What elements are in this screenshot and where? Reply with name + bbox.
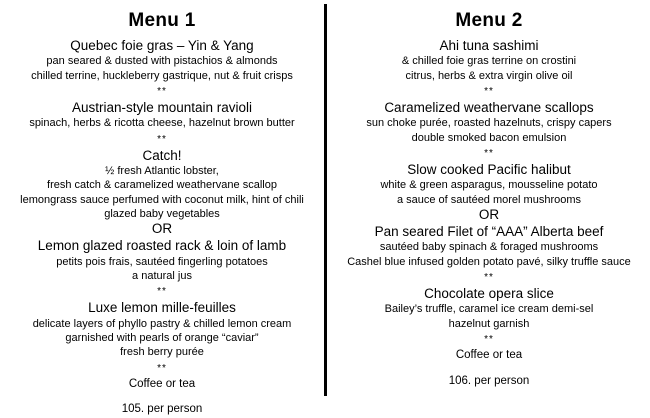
menu-2-title: Menu 2 bbox=[455, 10, 523, 31]
vertical-divider bbox=[324, 4, 327, 396]
dish-description-line: spinach, herbs & ricotta cheese, hazelnut brown butter bbox=[29, 117, 295, 130]
course-separator: ** bbox=[157, 85, 167, 97]
dish-description-line: ½ fresh Atlantic lobster, bbox=[105, 165, 219, 178]
menu-2-beverage: Coffee or tea bbox=[455, 349, 523, 362]
dish-description-line: & chilled foie gras terrine on crostini bbox=[401, 55, 577, 68]
course-separator: ** bbox=[157, 362, 167, 374]
dish-name: Luxe lemon mille-feuilles bbox=[88, 300, 236, 316]
dish-name: Chocolate opera slice bbox=[424, 285, 554, 301]
menu-1-course-3 bbox=[6, 148, 318, 222]
menu-1-price: 105. per person bbox=[121, 403, 203, 416]
menu-1-course-2 bbox=[6, 100, 318, 131]
dish-name: Pan seared Filet of “AAA” Alberta beef bbox=[374, 223, 604, 239]
menu-1-course-4 bbox=[6, 221, 318, 283]
dish-name: Austrian-style mountain ravioli bbox=[71, 99, 253, 115]
dish-description-line: sun choke purée, roasted hazelnuts, crispy capers bbox=[366, 117, 612, 130]
course-separator: ** bbox=[484, 271, 494, 283]
menu-2-course-5 bbox=[334, 286, 644, 331]
or-label: OR bbox=[151, 221, 173, 237]
dish-description-line: glazed baby vegetables bbox=[104, 208, 220, 221]
course-separator: ** bbox=[157, 133, 167, 145]
menu-1-title: Menu 1 bbox=[128, 10, 196, 31]
dish-description-line: pan seared & dusted with pistachios & almonds bbox=[46, 55, 278, 68]
dish-name: Quebec foie gras – Yin & Yang bbox=[70, 37, 254, 53]
course-separator: ** bbox=[484, 147, 494, 159]
course-separator: ** bbox=[484, 85, 494, 97]
dish-name: Caramelized weathervane scallops bbox=[384, 99, 594, 115]
dish-description-line: delicate layers of phyllo pastry & chilled lemon cream bbox=[32, 317, 292, 330]
dish-description-line: petits pois frais, sautéed fingerling potatoes bbox=[56, 255, 268, 268]
dish-description-line: Bailey’s truffle, caramel ice cream demi-sel bbox=[384, 303, 594, 316]
menu-2 bbox=[324, 0, 650, 406]
dish-name: Ahi tuna sashimi bbox=[439, 37, 539, 53]
dish-description-line: fresh catch & caramelized weathervane scallop bbox=[47, 179, 277, 192]
menu-1-course-1 bbox=[6, 38, 318, 83]
dish-name: Lemon glazed roasted rack & loin of lamb bbox=[37, 238, 287, 254]
menu-2-course-3 bbox=[334, 162, 644, 207]
menu-1-course-5 bbox=[6, 300, 318, 359]
menu-1 bbox=[0, 0, 324, 416]
dish-description-line: white & green asparagus, mousseline potato bbox=[380, 179, 598, 192]
dish-description-line: a sauce of sautéed morel mushrooms bbox=[396, 193, 582, 206]
menu-2-price: 106. per person bbox=[448, 374, 530, 387]
menu-2-course-4 bbox=[334, 207, 644, 269]
dish-description-line: double smoked bacon emulsion bbox=[411, 131, 567, 144]
dish-description-line: lemongrass sauce perfumed with coconut milk, hint of chili bbox=[20, 193, 304, 206]
course-separator: ** bbox=[484, 334, 494, 346]
or-label: OR bbox=[478, 207, 500, 223]
dish-description-line: hazelnut garnish bbox=[448, 317, 530, 330]
dish-description-line: Cashel blue infused golden potato pavé, silky truffle sauce bbox=[347, 255, 631, 268]
dish-description-line: fresh berry purée bbox=[120, 346, 204, 359]
dish-name: Slow cooked Pacific halibut bbox=[407, 161, 571, 177]
dish-description-line: citrus, herbs & extra virgin olive oil bbox=[405, 69, 573, 82]
dish-description-line: a natural jus bbox=[132, 269, 192, 282]
course-separator: ** bbox=[157, 286, 167, 298]
menu-2-course-1 bbox=[334, 38, 644, 83]
dish-description-line: sautéed baby spinach & foraged mushrooms bbox=[379, 241, 599, 254]
dish-description-line: garnished with pearls of orange “caviar” bbox=[65, 332, 259, 345]
dish-name: Catch! bbox=[142, 147, 182, 163]
menu-1-beverage: Coffee or tea bbox=[128, 377, 196, 390]
menu-2-course-2 bbox=[334, 100, 644, 145]
dish-description-line: chilled terrine, huckleberry gastrique, nut & fruit crisps bbox=[31, 69, 293, 82]
